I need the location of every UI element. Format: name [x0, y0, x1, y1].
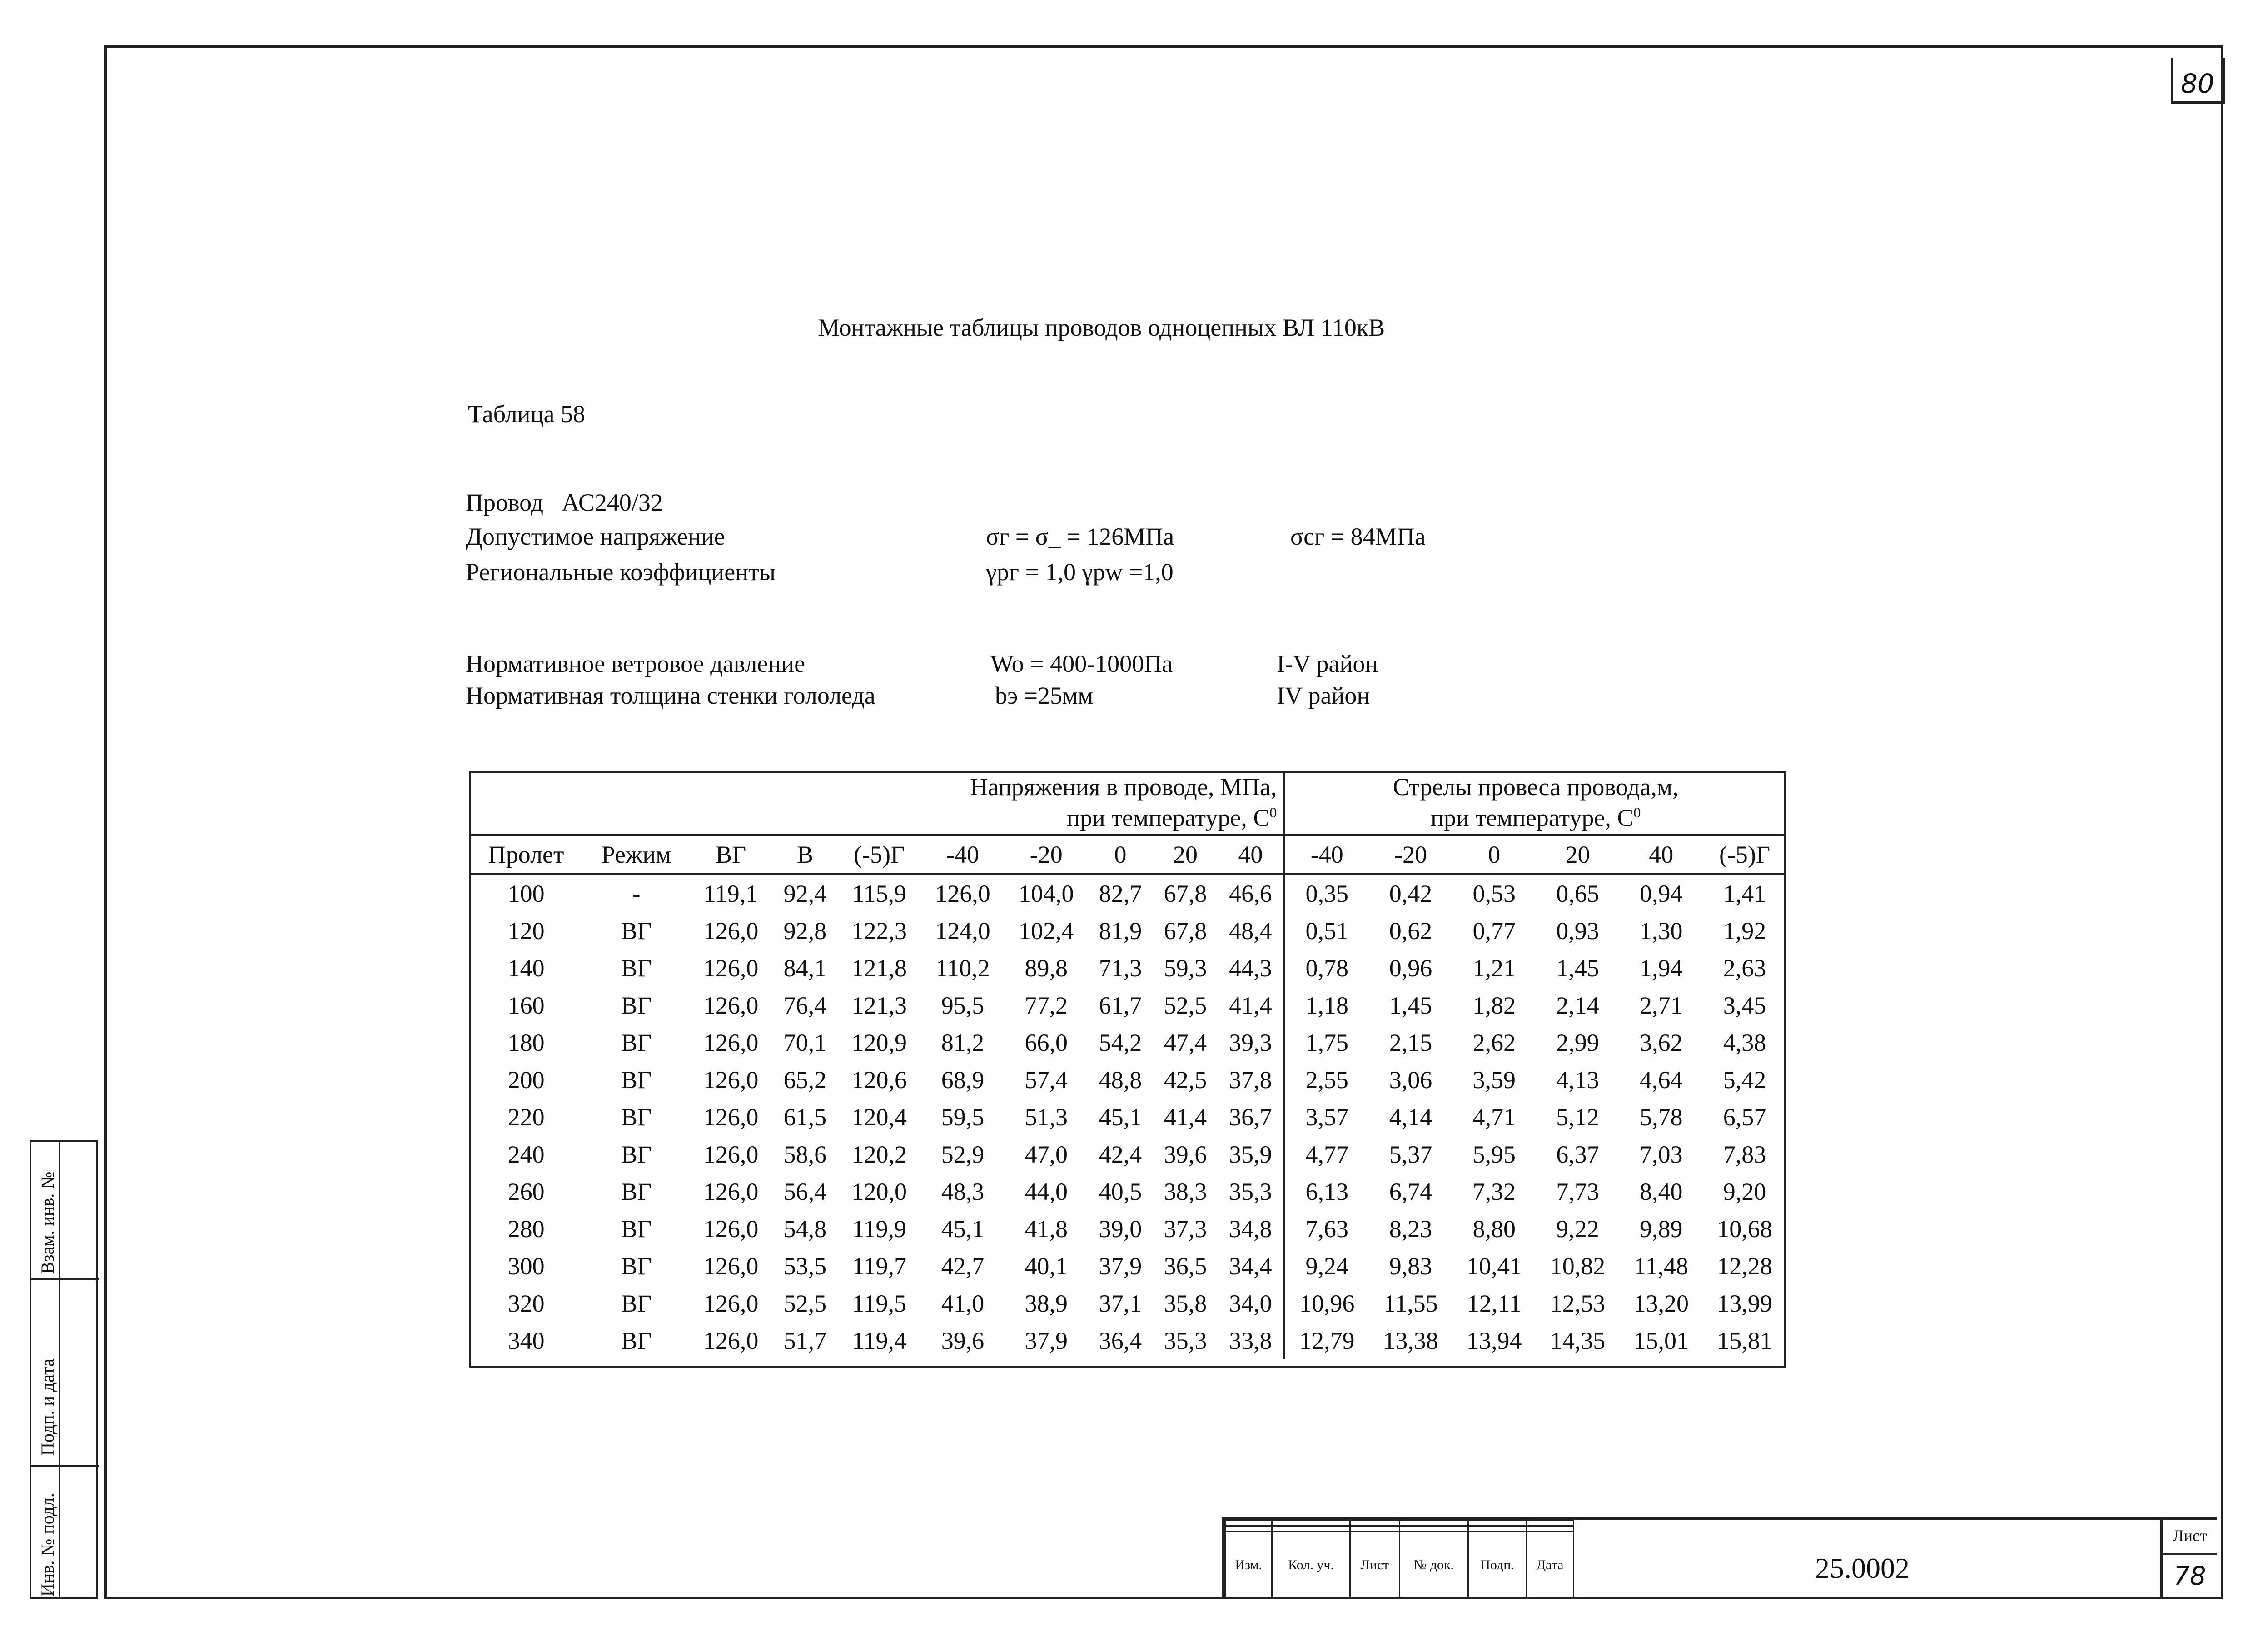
wind-pressure-value: Wo = 400-1000Па [990, 650, 1173, 677]
table-cell: 13,38 [1383, 1327, 1438, 1354]
table-cell: ВГ [621, 992, 652, 1019]
table-cell: 121,3 [851, 992, 907, 1019]
side-stamp-rule [31, 1465, 99, 1467]
column-header: 0 [1452, 835, 1536, 874]
table-cell: 45,1 [941, 1215, 985, 1243]
wire-label-text: Провод [466, 489, 544, 516]
table-row [469, 1061, 1786, 1099]
column-header: 40 [1619, 835, 1703, 874]
side-label-inv-podl: Инв. № подл. [37, 1493, 58, 1596]
sheet-box [2160, 1520, 2217, 1599]
table-cell: 3,57 [1284, 1099, 1369, 1136]
table-cell: ВГ [621, 1290, 652, 1317]
table-cell: 5,12 [1556, 1104, 1599, 1131]
table-cell: 126,0 [703, 1290, 759, 1317]
table-cell: 13,20 [1633, 1290, 1689, 1317]
table-cell: 36,5 [1164, 1253, 1207, 1280]
title-block-header-row [1225, 1532, 1574, 1599]
regional-coeffs-value: γрг = 1,0 γpw =1,0 [986, 558, 1174, 586]
table-cell: 8,40 [1639, 1178, 1683, 1205]
table-cell: 200 [507, 1066, 545, 1094]
table-cell: 160 [507, 992, 545, 1019]
table-cell: 41,4 [1164, 1104, 1207, 1131]
table-cell: 320 [507, 1290, 545, 1317]
table-cell: 81,2 [941, 1029, 985, 1056]
column-header: 0 [1088, 835, 1153, 874]
table-cell: 340 [507, 1327, 545, 1354]
table-cell: 7,32 [1472, 1178, 1516, 1205]
table-cell: 6,57 [1723, 1104, 1766, 1131]
table-cell: 115,9 [852, 880, 906, 907]
column-header: -40 [921, 835, 1005, 874]
table-cell: 6,37 [1556, 1141, 1599, 1168]
table-cell: 5,95 [1472, 1141, 1516, 1168]
table-cell: 44,3 [1229, 955, 1272, 982]
table-cell: 40,1 [1025, 1253, 1068, 1280]
allowable-stress-label: Допустимое напряжение [466, 523, 725, 550]
side-label-podp-data: Подп. и дата [37, 1358, 58, 1456]
table-cell: 52,5 [1164, 992, 1207, 1019]
table-cell: 95,5 [941, 992, 985, 1019]
table-cell: 61,5 [783, 1104, 827, 1131]
table-cell: 54,2 [1099, 1029, 1142, 1056]
column-header: -20 [1369, 835, 1452, 874]
table-cell: 48,3 [941, 1178, 985, 1205]
side-label-vzam: Взам. инв. № [37, 1171, 58, 1274]
column-header: Пролет [469, 835, 583, 874]
title-block-column-label: Дата [1527, 1532, 1574, 1599]
table-cell: 15,01 [1633, 1327, 1689, 1354]
table-cell: 12,11 [1467, 1290, 1522, 1317]
table-cell: 260 [507, 1178, 545, 1205]
table-cell: 81,9 [1099, 917, 1142, 945]
table-cell: 37,1 [1099, 1290, 1142, 1317]
table-cell: 53,5 [783, 1253, 827, 1280]
table-cell: 1,45 [1556, 955, 1599, 982]
table-cell: 3,45 [1723, 992, 1766, 1019]
table-cell: 67,8 [1164, 917, 1207, 945]
table-cell: 0,77 [1472, 917, 1516, 945]
table-cell: 0,42 [1389, 880, 1432, 907]
table-row [469, 1285, 1786, 1322]
table-cell: 4,38 [1723, 1029, 1766, 1056]
table-cell: 41,8 [1025, 1215, 1068, 1243]
table-cell: 38,3 [1164, 1178, 1207, 1205]
table-cell: 41,4 [1229, 992, 1272, 1019]
regional-coeffs-label: Региональные коэффициенты [466, 558, 776, 586]
table-cell: ВГ [621, 1104, 652, 1131]
table-cell: 40,5 [1099, 1178, 1142, 1205]
table-cell: 42,5 [1164, 1066, 1207, 1094]
table-cell: 280 [507, 1215, 545, 1243]
table-cell: 36,7 [1229, 1104, 1272, 1131]
table-cell: 1,82 [1472, 992, 1516, 1019]
table-cell: 300 [507, 1253, 545, 1280]
table-cell: 10,82 [1550, 1253, 1606, 1280]
table-cell: 1,21 [1472, 955, 1516, 982]
table-cell: 119,1 [703, 880, 758, 907]
table-cell: 2,14 [1556, 992, 1599, 1019]
table-cell: 2,62 [1472, 1029, 1516, 1056]
table-cell: 10,41 [1466, 1253, 1522, 1280]
table-cell: 126,0 [703, 955, 759, 982]
table-body [469, 874, 1786, 1359]
table-cell: 240 [507, 1141, 545, 1168]
table-cell: 15,81 [1717, 1327, 1772, 1354]
stress-group-header [469, 771, 1284, 835]
table-cell: 9,89 [1639, 1215, 1683, 1243]
table-cell: 47,4 [1164, 1029, 1207, 1056]
table-cell: 45,1 [1099, 1104, 1142, 1131]
table-cell: ВГ [621, 1253, 652, 1280]
table-cell: 5,37 [1389, 1141, 1432, 1168]
table-cell: 13,99 [1717, 1290, 1772, 1317]
table-cell: 35,3 [1164, 1327, 1207, 1354]
table-cell: 2,63 [1723, 955, 1766, 982]
table-cell: 37,9 [1099, 1253, 1142, 1280]
table-cell: 89,8 [1025, 955, 1068, 982]
table-cell: 2,71 [1639, 992, 1683, 1019]
title-block-column-label: № док. [1399, 1532, 1468, 1599]
table-cell: 6,74 [1389, 1178, 1432, 1205]
table-cell: 120 [507, 917, 545, 945]
table-cell: 48,8 [1099, 1066, 1142, 1094]
table-cell: 3,06 [1389, 1066, 1432, 1094]
table-cell: 13,94 [1466, 1327, 1522, 1354]
table-cell: 0,78 [1284, 950, 1369, 987]
table-cell: 120,6 [851, 1066, 907, 1094]
table-cell: 126,0 [703, 1327, 759, 1354]
table-cell: ВГ [621, 917, 652, 945]
table-cell: 35,9 [1229, 1141, 1272, 1168]
table-cell: 68,9 [941, 1066, 985, 1094]
ice-region: IV район [1277, 682, 1370, 709]
document-title: Монтажные таблицы проводов одноцепных ВЛ 110кВ [818, 314, 1385, 341]
table-cell: 10,96 [1284, 1285, 1369, 1322]
sag-group-header [1284, 771, 1786, 835]
title-block-column-label: Кол. уч. [1272, 1532, 1350, 1599]
table-cell: 5,42 [1723, 1066, 1766, 1094]
table-cell: 180 [507, 1029, 545, 1056]
sheet-label: Лист [2163, 1520, 2217, 1555]
table-cell: 7,73 [1556, 1178, 1599, 1205]
table-cell: 126,0 [703, 1215, 759, 1243]
table-cell: 2,15 [1389, 1029, 1432, 1056]
table-cell: 0,35 [1284, 874, 1369, 912]
table-cell: 39,0 [1099, 1215, 1142, 1243]
table-cell: 9,22 [1556, 1215, 1599, 1243]
table-cell: 126,0 [703, 1253, 759, 1280]
table-cell: 59,5 [941, 1104, 985, 1131]
table-cell: 126,0 [703, 1066, 759, 1094]
table-row [469, 1024, 1786, 1061]
table-cell: 52,9 [941, 1141, 985, 1168]
column-header: -20 [1005, 835, 1088, 874]
table-cell: 51,3 [1025, 1104, 1068, 1131]
table-cell: 1,75 [1284, 1024, 1369, 1061]
table-cell: 37,9 [1025, 1327, 1068, 1354]
table-cell: 126,0 [935, 880, 990, 907]
table-cell: ВГ [621, 1327, 652, 1354]
table-cell: 220 [507, 1104, 545, 1131]
table-cell: 120,9 [851, 1029, 907, 1056]
table-cell: 39,6 [941, 1327, 985, 1354]
table-cell: 8,80 [1472, 1215, 1516, 1243]
table-cell: 102,4 [1018, 917, 1074, 945]
title-block [1222, 1517, 2217, 1599]
table-cell: 82,7 [1099, 880, 1142, 907]
table-cell: 126,0 [703, 1104, 759, 1131]
table-cell: 37,3 [1164, 1215, 1207, 1243]
table-cell: 126,0 [703, 1178, 759, 1205]
wind-pressure-region: I-V район [1277, 650, 1378, 677]
table-cell: 126,0 [703, 917, 759, 945]
table-cell: 140 [507, 955, 545, 982]
table-cell: 51,7 [783, 1327, 827, 1354]
table-cell: 0,53 [1472, 880, 1516, 907]
table-cell: 33,8 [1229, 1327, 1272, 1354]
column-header: 20 [1153, 835, 1218, 874]
table-cell: 124,0 [935, 917, 990, 945]
table-cell: 2,55 [1284, 1061, 1369, 1099]
table-cell: 35,8 [1164, 1290, 1207, 1317]
table-cell: 119,7 [852, 1253, 906, 1280]
ice-value: bэ =25мм [995, 682, 1094, 709]
table-cell: 0,51 [1284, 912, 1369, 950]
stress-degree-sup: 0 [1269, 804, 1277, 820]
table-cell: 1,41 [1723, 880, 1766, 907]
table-cell: 126,0 [703, 1141, 759, 1168]
table-cell: 44,0 [1025, 1178, 1068, 1205]
table-cell: 4,77 [1284, 1136, 1369, 1173]
handwritten-page-number: 80 [2181, 68, 2214, 99]
table-cell: 4,71 [1472, 1104, 1516, 1131]
side-stamp [30, 1140, 98, 1599]
table-cell: 120,2 [851, 1141, 907, 1168]
table-cell: 65,2 [783, 1066, 827, 1094]
table-cell: 10,68 [1717, 1215, 1772, 1243]
table-row [469, 912, 1786, 950]
table-cell: 11,48 [1634, 1253, 1688, 1280]
document-number: 25.0002 [1815, 1552, 1910, 1584]
table-cell: 57,4 [1025, 1066, 1068, 1094]
table-cell: 52,5 [783, 1290, 827, 1317]
stress-group-line1: Напряжения в проводе, МПа, [970, 773, 1277, 801]
wire-label [466, 488, 663, 517]
table-cell: 12,79 [1284, 1322, 1369, 1359]
table-cell: 8,23 [1389, 1215, 1432, 1243]
mounting-table [469, 771, 1786, 1359]
table-row [469, 1322, 1786, 1359]
side-stamp-rule [31, 1278, 99, 1280]
table-cell: 3,62 [1639, 1029, 1683, 1056]
column-header: 40 [1218, 835, 1284, 874]
table-cell: 9,20 [1723, 1178, 1766, 1205]
column-header: (-5)Г [1703, 835, 1786, 874]
table-cell: 48,4 [1229, 917, 1272, 945]
table-cell: 5,78 [1639, 1104, 1683, 1131]
table-cell: 37,8 [1229, 1066, 1272, 1094]
table-cell: 92,8 [783, 917, 827, 945]
table-cell: 42,4 [1099, 1141, 1142, 1168]
table-cell: 119,4 [852, 1327, 906, 1354]
table-row [469, 874, 1786, 912]
table-cell: 39,6 [1164, 1141, 1207, 1168]
table-cell: 42,7 [941, 1253, 985, 1280]
table-cell: 119,5 [852, 1290, 906, 1317]
table-cell: 104,0 [1018, 880, 1074, 907]
table-cell: 71,3 [1099, 955, 1142, 982]
column-header: Режим [583, 835, 689, 874]
table-row [469, 1099, 1786, 1136]
table-cell: 126,0 [703, 992, 759, 1019]
table-row [469, 1210, 1786, 1248]
table-cell: 59,3 [1164, 955, 1207, 982]
table-cell: 36,4 [1099, 1327, 1142, 1354]
table-row [469, 1136, 1786, 1173]
column-header: -40 [1284, 835, 1369, 874]
table-cell: 0,65 [1556, 880, 1599, 907]
table-cell: 126,0 [703, 1029, 759, 1056]
ice-label: Нормативная толщина стенки гололеда [466, 682, 875, 709]
title-block-grid [1224, 1520, 1574, 1599]
title-block-column-label: Лист [1350, 1532, 1399, 1599]
column-header: 20 [1536, 835, 1620, 874]
table-cell: 122,3 [851, 917, 907, 945]
table-row [469, 950, 1786, 987]
table-cell: 70,1 [783, 1029, 827, 1056]
table-cell: 67,8 [1164, 880, 1207, 907]
table-cell: 11,55 [1383, 1290, 1438, 1317]
column-header: В [772, 835, 837, 874]
column-header: (-5)Г [837, 835, 921, 874]
table-row [469, 1173, 1786, 1210]
table-cell: 9,83 [1389, 1253, 1432, 1280]
table-cell: 1,30 [1639, 917, 1683, 945]
table-cell: 120,0 [851, 1178, 907, 1205]
sag-group-line1: Стрелы провеса провода,м, [1393, 773, 1679, 801]
table-cell: 0,62 [1389, 917, 1432, 945]
table-cell: ВГ [621, 1215, 652, 1243]
table-cell: 14,35 [1550, 1327, 1606, 1354]
table-cell: 54,8 [783, 1215, 827, 1243]
table-cell: 4,13 [1556, 1066, 1599, 1094]
table-cell: 2,99 [1556, 1029, 1599, 1056]
table-cell: 47,0 [1025, 1141, 1068, 1168]
table-cell: 7,63 [1284, 1210, 1369, 1248]
table-cell: 66,0 [1025, 1029, 1068, 1056]
table-cell: 92,4 [783, 880, 827, 907]
table-cell: 100 [507, 880, 545, 907]
table-cell: 0,96 [1389, 955, 1432, 982]
wire-value: АС240/32 [562, 489, 663, 516]
table-cell: 56,4 [783, 1178, 827, 1205]
table-cell: - [632, 880, 641, 907]
table-cell: 1,92 [1723, 917, 1766, 945]
table-cell: ВГ [621, 955, 652, 982]
table-cell: 4,14 [1389, 1104, 1432, 1131]
table-cell: 12,53 [1550, 1290, 1606, 1317]
table-cell: 0,94 [1639, 880, 1683, 907]
column-header-row [469, 835, 1786, 874]
table-cell: 3,59 [1472, 1066, 1516, 1094]
table-cell: ВГ [621, 1029, 652, 1056]
table-number: Таблица 58 [468, 400, 585, 428]
table-cell: 110,2 [935, 955, 990, 982]
title-block-column-label: Изм. [1225, 1532, 1272, 1599]
table-cell: ВГ [621, 1066, 652, 1094]
wind-pressure-label: Нормативное ветровое давление [466, 650, 806, 677]
allowable-stress-extra: σсг = 84МПа [1290, 523, 1426, 550]
table-cell: 121,8 [851, 955, 907, 982]
table-cell: 84,1 [783, 955, 827, 982]
sheet-number: 78 [2174, 1561, 2206, 1591]
table-cell: 76,4 [783, 992, 827, 1019]
table-cell: 61,7 [1099, 992, 1142, 1019]
table-cell: 77,2 [1025, 992, 1068, 1019]
sag-group-line2: при температуре, С [1431, 804, 1634, 831]
table-row [469, 987, 1786, 1024]
table-cell: 34,8 [1229, 1215, 1272, 1243]
table-cell: 7,83 [1723, 1141, 1766, 1168]
table-cell: 41,0 [941, 1290, 985, 1317]
title-block-column-label: Подп. [1468, 1532, 1526, 1599]
sag-degree-sup: 0 [1633, 804, 1641, 820]
table-cell: 1,94 [1639, 955, 1683, 982]
table-cell: 34,0 [1229, 1290, 1272, 1317]
table-cell: 1,45 [1389, 992, 1432, 1019]
table-cell: 120,4 [851, 1104, 907, 1131]
column-header: ВГ [689, 835, 773, 874]
table-cell: 1,18 [1284, 987, 1369, 1024]
table-cell: 6,13 [1284, 1173, 1369, 1210]
table-cell: 119,9 [852, 1215, 906, 1243]
table-cell: 35,3 [1229, 1178, 1272, 1205]
table-cell: 39,3 [1229, 1029, 1272, 1056]
table-cell: 46,6 [1229, 880, 1272, 907]
table-cell: ВГ [621, 1141, 652, 1168]
table-cell: 9,24 [1284, 1248, 1369, 1285]
table-cell: ВГ [621, 1178, 652, 1205]
allowable-stress-value: σг = σ_ = 126МПа [986, 523, 1174, 550]
table-cell: 12,28 [1717, 1253, 1772, 1280]
table-row [469, 1248, 1786, 1285]
table-cell: 7,03 [1639, 1141, 1683, 1168]
table-cell: 0,93 [1556, 917, 1599, 945]
stress-group-line2: при температуре, С [1067, 804, 1270, 831]
table-cell: 38,9 [1025, 1290, 1068, 1317]
table-cell: 34,4 [1229, 1253, 1272, 1280]
table-cell: 4,64 [1639, 1066, 1683, 1094]
table-cell: 58,6 [783, 1141, 827, 1168]
